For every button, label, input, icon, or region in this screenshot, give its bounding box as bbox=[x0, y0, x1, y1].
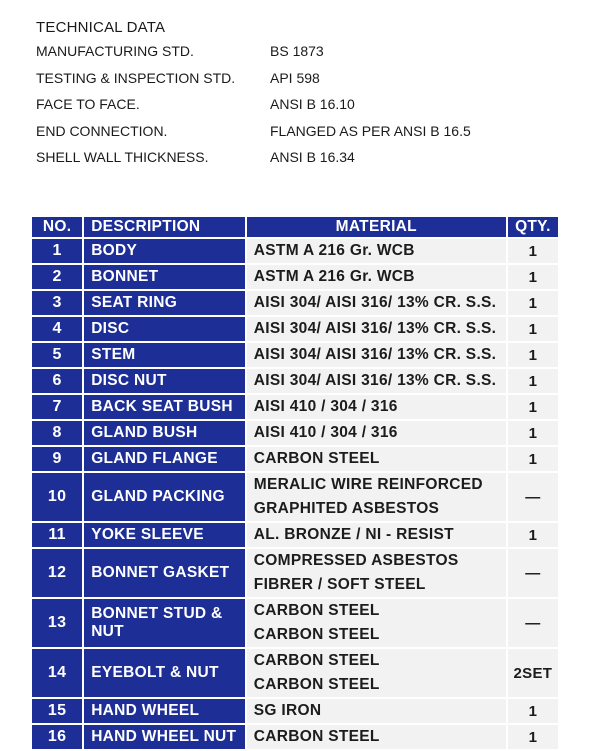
material-line: AISI 410 / 304 / 316 bbox=[253, 398, 398, 415]
material-line: MERALIC WIRE REINFORCED bbox=[253, 476, 483, 493]
technical-data-label: SHELL WALL THICKNESS. bbox=[36, 149, 209, 165]
material-line: CARBON STEEL bbox=[253, 626, 380, 643]
technical-data-row bbox=[36, 38, 471, 65]
header-qty: QTY. bbox=[508, 217, 558, 237]
part-material bbox=[247, 291, 506, 315]
table-row bbox=[32, 725, 558, 749]
material-line: AISI 304/ AISI 316/ 13% CR. S.S. bbox=[253, 320, 497, 337]
technical-data-title: TECHNICAL DATA bbox=[36, 19, 166, 36]
part-quantity: 1 bbox=[508, 421, 558, 445]
part-material bbox=[247, 725, 506, 749]
part-material bbox=[247, 317, 506, 341]
part-material bbox=[247, 447, 506, 471]
header-no: NO. bbox=[32, 217, 82, 237]
material-line: AISI 304/ AISI 316/ 13% CR. S.S. bbox=[253, 294, 497, 311]
material-line: AISI 304/ AISI 316/ 13% CR. S.S. bbox=[253, 372, 497, 389]
technical-data-row bbox=[36, 91, 471, 118]
part-number: 9 bbox=[32, 447, 82, 471]
table-row bbox=[32, 421, 558, 445]
part-material bbox=[247, 473, 506, 521]
part-quantity: 1 bbox=[508, 343, 558, 367]
technical-data-value: API 598 bbox=[270, 69, 320, 86]
part-description: BONNET STUD & NUT bbox=[84, 599, 245, 647]
part-quantity: 1 bbox=[508, 317, 558, 341]
table-row bbox=[32, 239, 558, 263]
material-line: ASTM A 216 Gr. WCB bbox=[253, 268, 415, 285]
part-number: 1 bbox=[32, 239, 82, 263]
material-line: GRAPHITED ASBESTOS bbox=[253, 500, 440, 517]
table-row bbox=[32, 395, 558, 419]
part-quantity: 2SET bbox=[508, 649, 558, 697]
material-line: AISI 304/ AISI 316/ 13% CR. S.S. bbox=[253, 346, 497, 363]
table-row bbox=[32, 317, 558, 341]
technical-data-label: MANUFACTURING STD. bbox=[36, 43, 194, 59]
technical-data-label: FACE TO FACE. bbox=[36, 96, 140, 112]
technical-data-row bbox=[36, 118, 471, 145]
table-row bbox=[32, 343, 558, 367]
material-line: ASTM A 216 Gr. WCB bbox=[253, 242, 415, 259]
technical-data-row bbox=[36, 65, 471, 92]
part-description: GLAND BUSH bbox=[84, 421, 245, 445]
material-line: CARBON STEEL bbox=[253, 450, 380, 467]
table-row bbox=[32, 447, 558, 471]
parts-table-body bbox=[32, 239, 558, 749]
part-quantity: 1 bbox=[508, 395, 558, 419]
technical-data-value: ANSI B 16.34 bbox=[270, 149, 355, 165]
material-line: CARBON STEEL bbox=[253, 652, 380, 669]
part-description: BONNET GASKET bbox=[84, 549, 245, 597]
part-number: 2 bbox=[32, 265, 82, 289]
part-material bbox=[247, 369, 506, 393]
part-material bbox=[247, 421, 506, 445]
header-material: MATERIAL bbox=[247, 217, 506, 237]
part-description: HAND WHEEL NUT bbox=[84, 725, 245, 749]
part-number: 7 bbox=[32, 395, 82, 419]
table-row bbox=[32, 265, 558, 289]
part-material bbox=[247, 265, 506, 289]
table-row bbox=[32, 599, 558, 647]
part-description: DISC NUT bbox=[84, 369, 245, 393]
material-line: AL. BRONZE / NI - RESIST bbox=[253, 526, 454, 543]
part-material bbox=[247, 239, 506, 263]
part-description: BACK SEAT BUSH bbox=[84, 395, 245, 419]
technical-data-value: BS 1873 bbox=[270, 43, 324, 59]
part-quantity: 1 bbox=[508, 523, 558, 547]
technical-data-list bbox=[36, 38, 471, 171]
part-description: DISC bbox=[84, 317, 245, 341]
material-line: SG IRON bbox=[253, 702, 322, 719]
part-material bbox=[247, 523, 506, 547]
table-row bbox=[32, 369, 558, 393]
part-description: HAND WHEEL bbox=[84, 699, 245, 723]
part-quantity: 1 bbox=[508, 699, 558, 723]
part-number: 12 bbox=[32, 549, 82, 597]
material-line: CARBON STEEL bbox=[253, 676, 380, 693]
table-row bbox=[32, 291, 558, 315]
part-description: YOKE SLEEVE bbox=[84, 523, 245, 547]
parts-table bbox=[30, 215, 560, 751]
part-description: BODY bbox=[84, 239, 245, 263]
part-quantity: 1 bbox=[508, 265, 558, 289]
part-number: 4 bbox=[32, 317, 82, 341]
technical-data-row bbox=[36, 144, 471, 171]
technical-data-value: ANSI B 16.10 bbox=[270, 96, 355, 112]
part-number: 16 bbox=[32, 725, 82, 749]
parts-table-header-row bbox=[32, 217, 558, 237]
part-description: STEM bbox=[84, 343, 245, 367]
part-number: 14 bbox=[32, 649, 82, 697]
material-line: FIBRER / SOFT STEEL bbox=[253, 576, 426, 593]
material-line: CARBON STEEL bbox=[253, 602, 380, 619]
part-number: 10 bbox=[32, 473, 82, 521]
part-description: GLAND PACKING bbox=[84, 473, 245, 521]
part-material bbox=[247, 549, 506, 597]
part-quantity: 1 bbox=[508, 447, 558, 471]
part-number: 15 bbox=[32, 699, 82, 723]
technical-data-value: FLANGED AS PER ANSI B 16.5 bbox=[270, 122, 471, 139]
header-description: DESCRIPTION bbox=[84, 217, 245, 237]
part-material bbox=[247, 343, 506, 367]
part-description: BONNET bbox=[84, 265, 245, 289]
part-material bbox=[247, 599, 506, 647]
material-line: AISI 410 / 304 / 316 bbox=[253, 424, 398, 441]
part-number: 6 bbox=[32, 369, 82, 393]
table-row bbox=[32, 523, 558, 547]
technical-data-label: END CONNECTION. bbox=[36, 122, 168, 139]
part-material bbox=[247, 395, 506, 419]
table-row bbox=[32, 699, 558, 723]
part-quantity: — bbox=[508, 473, 558, 521]
part-material bbox=[247, 649, 506, 697]
table-row bbox=[32, 473, 558, 521]
part-quantity: 1 bbox=[508, 725, 558, 749]
part-number: 8 bbox=[32, 421, 82, 445]
part-material bbox=[247, 699, 506, 723]
part-quantity: 1 bbox=[508, 291, 558, 315]
part-quantity: — bbox=[508, 599, 558, 647]
part-number: 5 bbox=[32, 343, 82, 367]
part-description: EYEBOLT & NUT bbox=[84, 649, 245, 697]
material-line: CARBON STEEL bbox=[253, 728, 380, 745]
technical-data-label: TESTING & INSPECTION STD. bbox=[36, 69, 236, 86]
material-line: COMPRESSED ASBESTOS bbox=[253, 552, 459, 569]
technical-data-section bbox=[36, 18, 471, 171]
part-quantity: — bbox=[508, 549, 558, 597]
table-row bbox=[32, 549, 558, 597]
part-quantity: 1 bbox=[508, 239, 558, 263]
part-number: 3 bbox=[32, 291, 82, 315]
part-number: 13 bbox=[32, 599, 82, 647]
part-description: GLAND FLANGE bbox=[84, 447, 245, 471]
part-description: SEAT RING bbox=[84, 291, 245, 315]
table-row bbox=[32, 649, 558, 697]
part-number: 11 bbox=[32, 523, 82, 547]
part-quantity: 1 bbox=[508, 369, 558, 393]
